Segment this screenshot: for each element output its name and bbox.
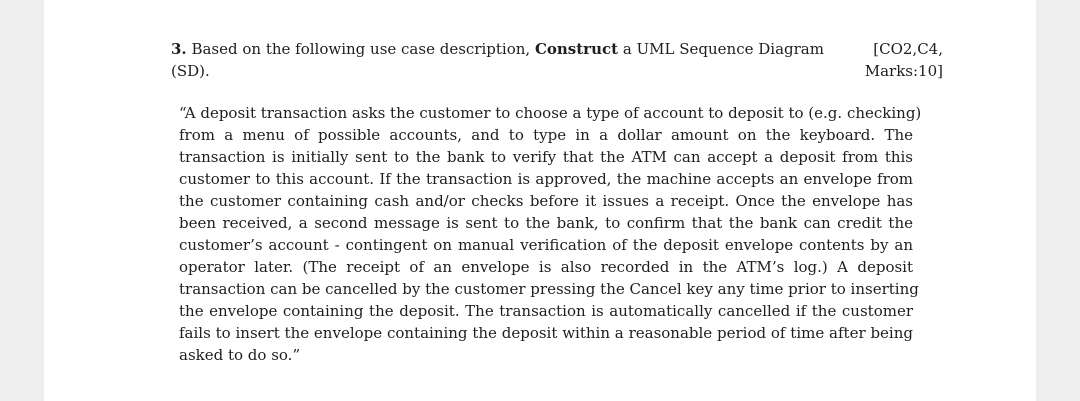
question-number: 3. (171, 40, 187, 58)
use-case-line: transaction can be cancelled by the customer pressing the Cancel key any time prior to inserting (179, 280, 919, 298)
marks-line-2: Marks:10] (864, 62, 943, 80)
marks-line-1: [CO2,C4, (873, 40, 943, 58)
question-text-line2: (SD). (171, 62, 210, 80)
use-case-description (179, 102, 922, 366)
question-block (171, 38, 943, 366)
question-text-before: Based on the following use case description, (191, 40, 531, 58)
use-case-line: transaction is initially sent to the bank to verify that the ATM can accept a deposit from this (179, 148, 913, 166)
question-prompt (171, 38, 847, 82)
use-case-line: customer’s account - contingent on manual verification of the deposit envelope contents by an (179, 236, 913, 254)
question-keyword: Construct (534, 40, 619, 58)
question-header (171, 38, 943, 82)
question-marks (861, 38, 943, 82)
use-case-line: asked to do so.” (179, 346, 301, 364)
use-case-line: been received, a second message is sent to the bank, to confirm that the bank can credit the (179, 214, 913, 232)
use-case-line: the envelope containing the deposit. The transaction is automatically cancelled if the customer (179, 302, 913, 320)
question-text-after: a UML Sequence Diagram (622, 40, 824, 58)
use-case-line: fails to insert the envelope containing the deposit within a reasonable period of time after being (179, 324, 913, 342)
use-case-line: “A deposit transaction asks the customer to choose a type of account to deposit to (e.g. checking) (179, 104, 922, 122)
use-case-line: customer to this account. If the transaction is approved, the machine accepts an envelope from (179, 170, 913, 188)
use-case-line: operator later. (The receipt of an envelope is also recorded in the ATM’s log.) A deposit (179, 258, 913, 276)
use-case-line: the customer containing cash and/or checks before it issues a receipt. Once the envelope has (179, 192, 913, 210)
use-case-line: from a menu of possible accounts, and to type in a dollar amount on the keyboard. The (179, 126, 913, 144)
document-page (44, 0, 1036, 401)
